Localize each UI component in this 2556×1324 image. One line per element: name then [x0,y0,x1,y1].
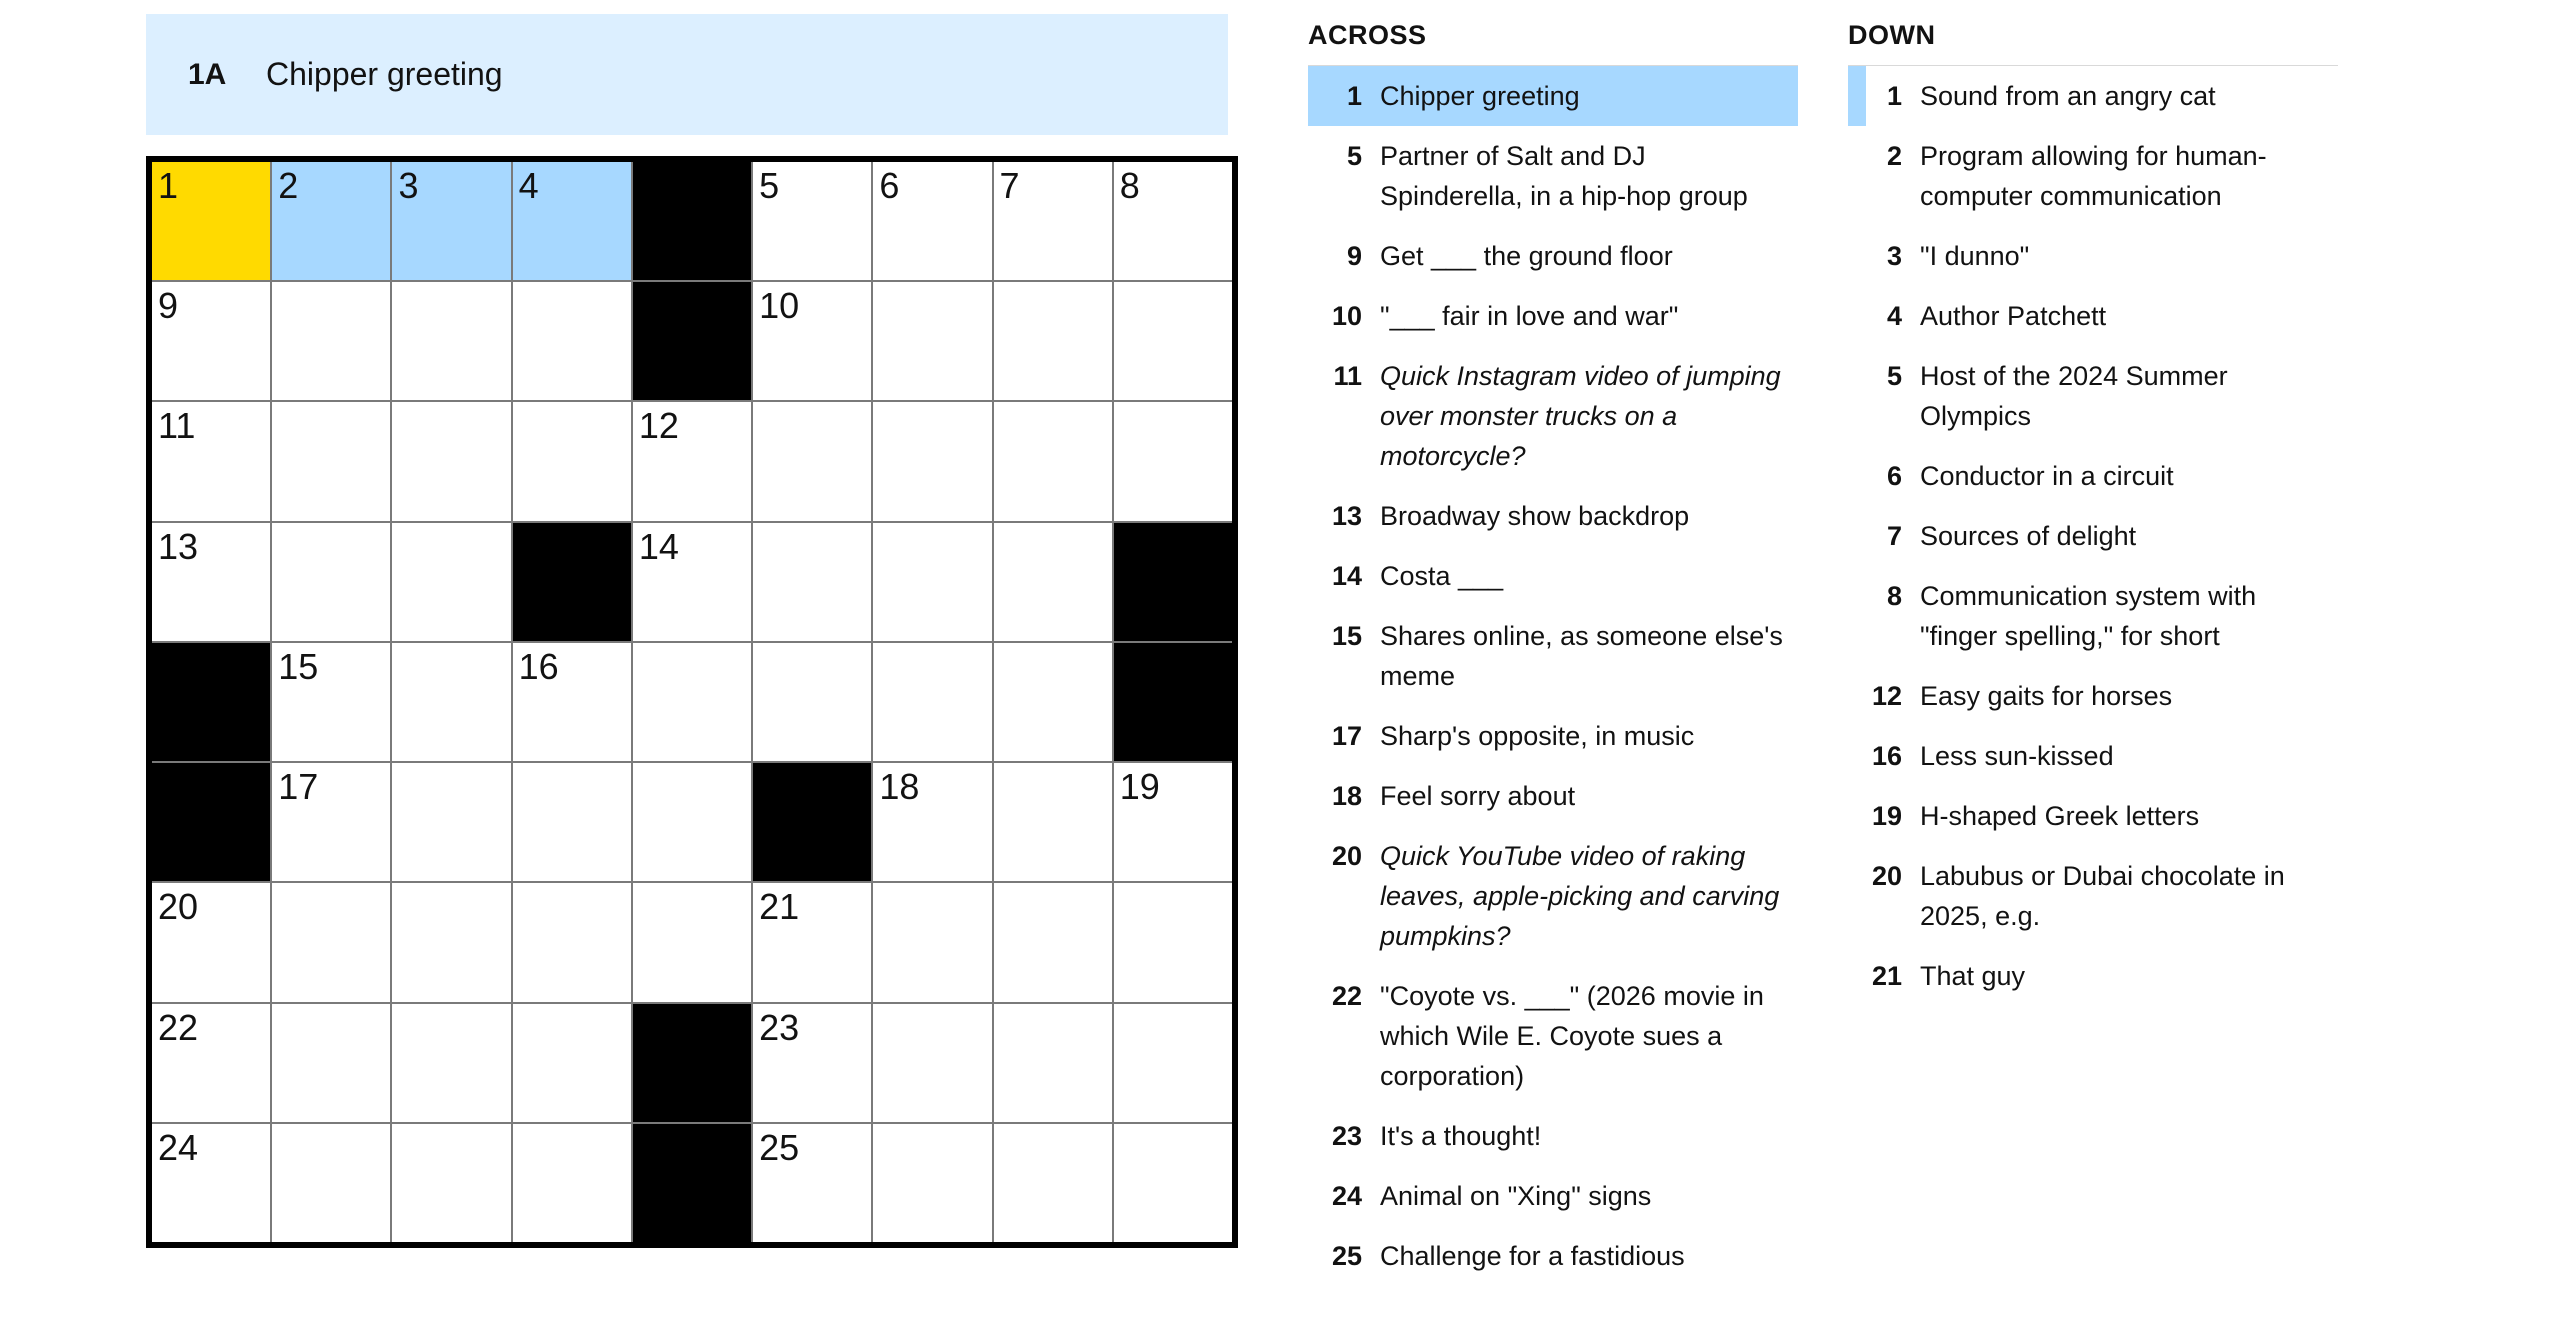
grid-cell[interactable] [873,763,991,881]
clue-number: 17 [1331,721,1362,751]
clue-text: Author Patchett [1920,301,2107,331]
across-clue-item[interactable] [1308,66,1798,126]
cell-number: 8 [1119,165,1140,206]
clue-number: 22 [1331,981,1362,1011]
cell-number: 16 [518,645,559,687]
down-clue-item[interactable] [1848,726,2338,786]
across-clue-item[interactable] [1308,706,1798,766]
grid-cell[interactable] [152,523,270,641]
clue-number: 10 [1331,301,1362,331]
clue-text: Less sun-kissed [1920,741,2114,771]
cell-number: 18 [879,766,920,808]
grid-cell[interactable] [513,402,631,520]
across-clue-item[interactable] [1308,286,1798,346]
grid-cell[interactable] [994,523,1112,641]
grid-cell[interactable] [873,1124,991,1242]
black-square [513,523,631,641]
black-square [633,1124,751,1242]
cell-number: 21 [759,886,800,928]
grid-cell[interactable] [272,162,390,280]
cell-number: 7 [999,165,1020,206]
clue-text: H-shaped Greek letters [1920,801,2200,831]
grid-cell[interactable] [753,643,871,761]
clue-text: Sharp's opposite, in music [1380,721,1695,751]
clue-number: 18 [1331,781,1362,811]
grid-cell[interactable] [1114,1004,1232,1122]
clue-number: 7 [1886,521,1902,551]
clue-number: 25 [1331,1241,1362,1271]
clue-text: It's a thought! [1380,1121,1542,1151]
clue-number: 5 [1346,141,1362,171]
across-clue-item[interactable] [1308,226,1798,286]
clue-text: Conductor in a circuit [1920,461,2174,491]
cell-number: 14 [638,525,679,567]
grid-cell[interactable] [633,883,751,1001]
cell-number: 15 [278,645,319,687]
clue-text: "I dunno" [1920,241,2030,271]
grid-cell[interactable] [753,1124,871,1242]
clue-number: 23 [1331,1121,1362,1151]
clue-number: 1 [1346,81,1362,111]
grid-cell[interactable] [994,402,1112,520]
crossword-grid [146,156,1238,1248]
clue-text: Broadway show backdrop [1380,501,1690,531]
across-clue-item[interactable] [1308,1226,1798,1286]
clue-number: 5 [1886,361,1902,391]
down-clue-list [1848,66,2338,1006]
clue-number: 21 [1871,961,1902,991]
cell-number: 13 [158,525,199,567]
clue-text: Program allowing for human-computer communication [1920,141,2267,211]
grid-cell[interactable] [873,1004,991,1122]
grid-cell[interactable] [1114,282,1232,400]
cell-number: 17 [278,766,319,808]
clue-number: 15 [1331,621,1362,651]
grid-cell[interactable] [272,402,390,520]
cell-number: 22 [158,1006,199,1048]
grid-cell[interactable] [873,162,991,280]
clue-text: That guy [1920,961,2026,991]
down-clue-item[interactable] [1848,786,2338,846]
grid-cell[interactable] [392,282,510,400]
down-clue-item[interactable] [1848,666,2338,726]
grid-cell[interactable] [513,1004,631,1122]
across-clue-item[interactable] [1308,486,1798,546]
grid-cell[interactable] [152,402,270,520]
clue-text: Animal on "Xing" signs [1380,1181,1652,1211]
clue-text: Quick YouTube video of raking leaves, apple-picking and carving pumpkins? [1380,841,1780,951]
across-heading: ACROSS [1308,20,1798,66]
down-clue-item[interactable] [1848,126,2338,226]
grid-cell[interactable] [994,282,1112,400]
grid-cell[interactable] [392,1124,510,1242]
grid-cell[interactable] [994,162,1112,280]
grid-cell[interactable] [633,402,751,520]
grid-cell[interactable] [152,883,270,1001]
clue-number: 1 [1886,81,1902,111]
clue-text: Quick Instagram video of jumping over monster trucks on a motorcycle? [1380,361,1781,471]
grid-cell[interactable] [873,883,991,1001]
clue-text: "___ fair in love and war" [1380,301,1679,331]
down-clue-item[interactable] [1848,946,2338,1006]
cell-number: 12 [638,405,679,447]
grid-cell[interactable] [272,643,390,761]
grid-cell[interactable] [633,523,751,641]
grid-cell[interactable] [994,883,1112,1001]
grid-cell[interactable] [392,883,510,1001]
grid-cell[interactable] [272,1004,390,1122]
clue-text: Sources of delight [1920,521,2137,551]
grid-cell[interactable] [272,282,390,400]
across-clue-list [1308,66,1798,1296]
clue-text: "Coyote vs. ___" (2026 movie in which Wile E. Coyote sues a corporation) [1380,981,1764,1091]
clue-number: 20 [1871,861,1902,891]
grid-cell[interactable] [513,643,631,761]
clue-number: 19 [1871,801,1902,831]
black-square [633,1004,751,1122]
clue-number: 12 [1871,681,1902,711]
grid-cell[interactable] [152,282,270,400]
clue-number: 11 [1333,361,1362,391]
clue-text: Chipper greeting [1380,81,1580,111]
black-square [753,763,871,881]
cell-number: 4 [518,165,539,206]
cell-number: 11 [158,405,196,447]
black-square [633,282,751,400]
current-clue-label: 1A [188,57,227,91]
clue-number: 13 [1331,501,1362,531]
grid-cell[interactable] [272,1124,390,1242]
black-square [152,643,270,761]
grid-cell[interactable] [873,402,991,520]
black-square [633,162,751,280]
cell-number: 25 [759,1126,800,1168]
grid-cell[interactable] [272,883,390,1001]
clue-text: Shares online, as someone else's meme [1380,621,1783,691]
grid-cell[interactable] [513,883,631,1001]
grid-cell[interactable] [392,402,510,520]
grid-cell[interactable] [392,162,510,280]
grid-cell[interactable] [1114,162,1232,280]
clue-number: 4 [1886,301,1902,331]
cell-number: 6 [879,165,900,206]
grid-cell[interactable] [513,763,631,881]
down-clue-item[interactable] [1848,566,2338,666]
black-square [1114,643,1232,761]
across-clue-item[interactable] [1308,606,1798,706]
cell-number: 3 [398,165,419,206]
grid-cell[interactable] [392,523,510,641]
clue-number: 8 [1886,581,1902,611]
clue-text: Communication system with "finger spelling," for short [1920,581,2257,651]
grid-cell[interactable] [1114,402,1232,520]
across-clue-item[interactable] [1308,1106,1798,1166]
grid-cell[interactable] [994,763,1112,881]
across-clues-panel [1308,20,1798,1296]
clue-text: Challenge for a fastidious [1380,1241,1685,1271]
black-square [1114,523,1232,641]
grid-cell[interactable] [994,643,1112,761]
cell-number: 9 [158,285,179,327]
grid-cell[interactable] [753,402,871,520]
across-clue-item[interactable] [1308,826,1798,966]
grid-cell[interactable] [633,763,751,881]
grid-cell[interactable] [513,1124,631,1242]
down-clue-item[interactable] [1848,66,2338,126]
grid-cell[interactable] [873,643,991,761]
down-heading: DOWN [1848,20,2338,66]
black-square [152,763,270,881]
current-clue-banner[interactable] [146,14,1228,135]
current-clue-text: Chipper greeting [266,56,503,92]
down-clue-item[interactable] [1848,446,2338,506]
clue-number: 24 [1331,1181,1362,1211]
clue-number: 2 [1886,141,1902,171]
across-clue-item[interactable] [1308,766,1798,826]
clue-text: Easy gaits for horses [1920,681,2173,711]
cell-number: 24 [158,1126,199,1168]
grid-cell[interactable] [753,883,871,1001]
grid-cell[interactable] [994,1004,1112,1122]
clue-text: Host of the 2024 Summer Olympics [1920,361,2228,431]
across-clue-item[interactable] [1308,966,1798,1106]
grid-cell[interactable] [753,162,871,280]
grid-cell[interactable] [1114,1124,1232,1242]
clue-number: 3 [1886,241,1902,271]
cell-number: 23 [759,1006,800,1048]
grid-cell[interactable] [753,282,871,400]
cell-number: 10 [759,285,800,327]
clue-number: 20 [1331,841,1362,871]
grid-cell[interactable] [873,523,991,641]
clue-number: 6 [1886,461,1902,491]
cell-number: 1 [158,165,179,206]
clue-text: Partner of Salt and DJ Spinderella, in a hip-hop group [1380,141,1748,211]
down-clue-item[interactable] [1848,226,2338,286]
clue-text: Labubus or Dubai chocolate in 2025, e.g. [1920,861,2285,931]
clue-number: 9 [1346,241,1362,271]
grid-cell[interactable] [152,162,270,280]
grid-cell[interactable] [1114,763,1232,881]
clue-number: 14 [1331,561,1362,591]
grid-cell[interactable] [753,523,871,641]
grid-cell[interactable] [152,1004,270,1122]
across-clue-item[interactable] [1308,346,1798,486]
grid-cell[interactable] [633,643,751,761]
down-clues-panel [1848,20,2338,1006]
grid-cell[interactable] [272,523,390,641]
grid-cell[interactable] [272,763,390,881]
cell-number: 5 [759,165,780,206]
grid-cell[interactable] [392,1004,510,1122]
across-clue-item[interactable] [1308,126,1798,226]
across-clue-item[interactable] [1308,546,1798,606]
grid-cell[interactable] [994,1124,1112,1242]
grid-cell[interactable] [513,162,631,280]
grid-cell[interactable] [392,643,510,761]
down-clue-item[interactable] [1848,346,2338,446]
cell-number: 2 [278,165,299,206]
clue-text: Sound from an angry cat [1920,81,2216,111]
clue-text: Feel sorry about [1380,781,1576,811]
grid-cell[interactable] [392,763,510,881]
grid-cell[interactable] [152,1124,270,1242]
down-clue-item[interactable] [1848,286,2338,346]
grid-cell[interactable] [873,282,991,400]
cell-number: 19 [1119,766,1160,808]
down-clue-item[interactable] [1848,846,2338,946]
grid-cell[interactable] [513,282,631,400]
down-clue-item[interactable] [1848,506,2338,566]
grid-cell[interactable] [1114,883,1232,1001]
clue-text: Get ___ the ground floor [1380,241,1673,271]
cell-number: 20 [158,886,199,928]
grid-cell[interactable] [753,1004,871,1122]
clue-number: 16 [1871,741,1902,771]
across-clue-item[interactable] [1308,1166,1798,1226]
clue-text: Costa ___ [1380,561,1504,591]
